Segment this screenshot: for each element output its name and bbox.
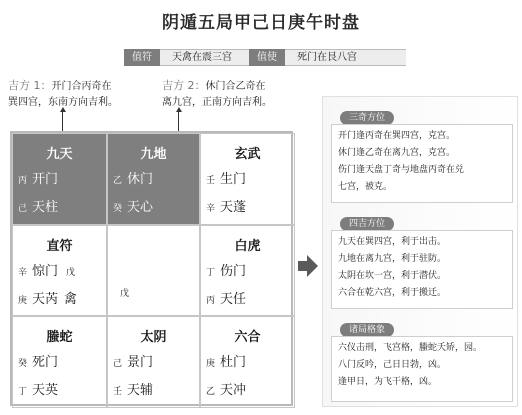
extra-stem: 戊 [66,268,76,278]
palace-center-5 [107,225,200,316]
annotation-text: 离九宫，正南方向吉利。 [162,97,272,108]
palace-dui-7 [200,225,295,316]
earth-stem: 丁 [18,387,28,397]
palace-kan-1 [107,316,200,408]
header-label-zhifu: 值符 [124,49,160,66]
header-value-zhishi: 死门在艮八宫 [297,52,357,63]
door-name: 死门 [32,355,59,370]
heaven-stem: 己 [113,359,123,369]
page-title: 阴遁五局甲己日庚午时盘 [162,13,360,33]
header-value-zhifu: 天禽在震三宫 [172,52,232,63]
palace-star: 太阴 [140,330,167,345]
section-line: 开门逢丙奇在巽四宫，克宫。 [338,131,456,141]
analysis-panel [322,96,518,407]
center-stem: 戊 [120,289,130,299]
section-line: 九天在巽四宫，利于出击。 [338,237,447,247]
palace-star: 九天 [46,147,73,162]
palace-gen-8 [12,316,107,408]
palace-star: 直符 [46,239,73,254]
door-name: 景门 [127,355,154,370]
pointer-arrowhead [60,107,66,112]
section-box-siji [331,230,513,309]
earth-stem: 壬 [113,387,123,397]
section-line: 九地在离九宫，利于驻防。 [338,254,447,264]
star-name: 天心 [127,200,154,215]
door-name: 伤门 [220,264,247,279]
star-name: 天辅 [127,383,154,398]
annotation-text: 巽四宫，东南方向吉利。 [8,97,118,108]
section-tag-siji: 四吉方位 [340,217,394,231]
section-line: 七宫，被克。 [338,182,393,192]
heaven-stem: 癸 [18,359,28,369]
heaven-stem: 乙 [113,176,123,186]
section-tag-geju: 诸局格象 [340,323,394,337]
annotation-label: 吉方 1： [8,79,52,92]
heaven-stem: 丙 [18,176,28,186]
section-line: 休门逢乙奇在离九宫，克宫。 [338,148,456,158]
star-name: 天芮 [32,292,59,307]
earth-stem: 丙 [206,296,216,306]
arrow-right-icon [296,254,320,278]
section-box-sanqi [331,124,513,203]
palace-qian-6 [200,316,295,408]
door-name: 开门 [32,172,59,187]
heaven-stem: 辛 [18,268,28,278]
section-line: 八门反吟，己日日勃，凶。 [338,360,447,370]
earth-stem: 癸 [113,204,123,214]
star-name: 天任 [220,292,247,307]
palace-star: 玄武 [234,147,261,162]
palace-xun-4 [12,133,107,225]
door-name: 生门 [220,172,247,187]
annotation-text: 休门合乙奇在 [205,81,266,92]
star-name: 天蓬 [220,200,247,215]
section-line: 六合在乾六宫，利于搬迁。 [338,288,447,298]
palace-star: 螣蛇 [46,330,73,345]
palace-zhen-3 [12,225,107,316]
section-tag-sanqi: 三奇方位 [340,111,394,125]
palace-star: 白虎 [234,239,261,254]
heaven-stem: 丁 [206,268,216,278]
earth-stem: 庚 [18,296,28,306]
section-line: 伤门逢天盘丁奇与地盘丙奇在兑 [338,165,465,175]
qimen-grid [10,131,293,406]
header-bar [124,49,406,66]
palace-star: 九地 [140,147,167,162]
palace-kun-2 [200,133,295,225]
annotation-text: 开门合丙奇在 [51,81,112,92]
pointer-arrowhead [176,107,182,112]
heaven-stem: 壬 [206,176,216,186]
header-label-zhishi: 值使 [249,49,285,66]
extra-star: 禽 [64,292,78,307]
annotation-label: 吉方 2： [162,79,206,92]
star-name: 天英 [32,383,59,398]
section-box-geju [331,336,513,402]
section-line: 逢甲日，为飞干格，凶。 [338,377,438,387]
star-name: 天冲 [220,383,247,398]
door-name: 惊门 [32,264,59,279]
door-name: 杜门 [220,355,247,370]
section-line: 六仪击刑，飞宫格，螣蛇夭矫，园。 [338,343,483,353]
door-name: 休门 [127,172,154,187]
palace-star: 六合 [234,330,261,345]
section-line: 太阴在坎一宫，利于潜伏。 [338,271,447,281]
earth-stem: 乙 [206,387,216,397]
earth-stem: 己 [18,204,28,214]
heaven-stem: 庚 [206,359,216,369]
star-name: 天柱 [32,200,59,215]
earth-stem: 辛 [206,204,216,214]
palace-li-9 [107,133,200,225]
